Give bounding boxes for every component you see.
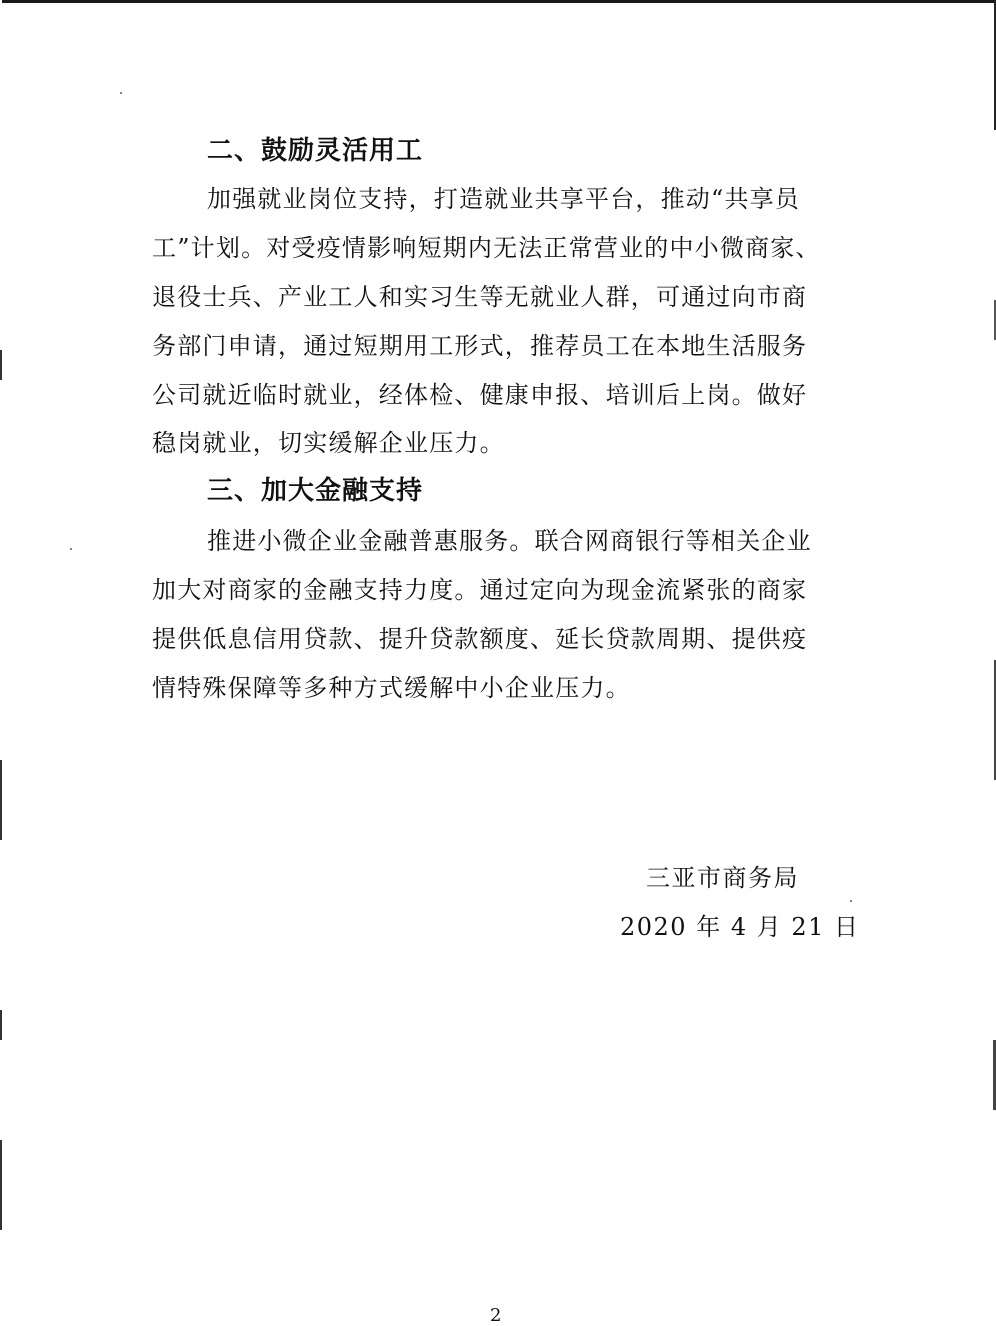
paragraph-line: 工”计划。对受疫情影响短期内无法正常营业的中小微商家、 bbox=[152, 234, 821, 262]
page-number: 2 bbox=[490, 1305, 502, 1326]
paragraph-line: 提供低息信用贷款、提升贷款额度、延长贷款周期、提供疫 bbox=[152, 625, 808, 653]
section-2-heading: 二、鼓励灵活用工 bbox=[207, 136, 424, 166]
scan-speck bbox=[70, 548, 72, 550]
paragraph-line: 加大对商家的金融支持力度。通过定向为现金流紧张的商家 bbox=[152, 576, 808, 604]
paragraph-line: 稳岗就业，切实缓解企业压力。 bbox=[152, 429, 505, 457]
paragraph-line: 推进小微企业金融普惠服务。联合网商银行等相关企业 bbox=[207, 527, 812, 555]
scan-edge-top bbox=[0, 0, 996, 3]
paragraph-line: 退役士兵、产业工人和实习生等无就业人群，可通过向市商 bbox=[152, 283, 808, 311]
issue-date: 2020 年 4 月 21 日 bbox=[620, 913, 860, 941]
section-3-heading: 三、加大金融支持 bbox=[207, 476, 424, 506]
scan-edge-left bbox=[0, 0, 2, 1321]
paragraph-line: 情特殊保障等多种方式缓解中小企业压力。 bbox=[152, 674, 631, 702]
paragraph-line: 加强就业岗位支持，打造就业共享平台，推动“共享员 bbox=[207, 185, 801, 213]
scan-speck bbox=[120, 92, 122, 94]
scan-speck bbox=[850, 900, 852, 902]
paragraph-line: 务部门申请，通过短期用工形式，推荐员工在本地生活服务 bbox=[152, 332, 808, 360]
paragraph-line: 公司就近临时就业，经体检、健康申报、培训后上岗。做好 bbox=[152, 381, 808, 409]
issuer-name: 三亚市商务局 bbox=[646, 864, 799, 892]
